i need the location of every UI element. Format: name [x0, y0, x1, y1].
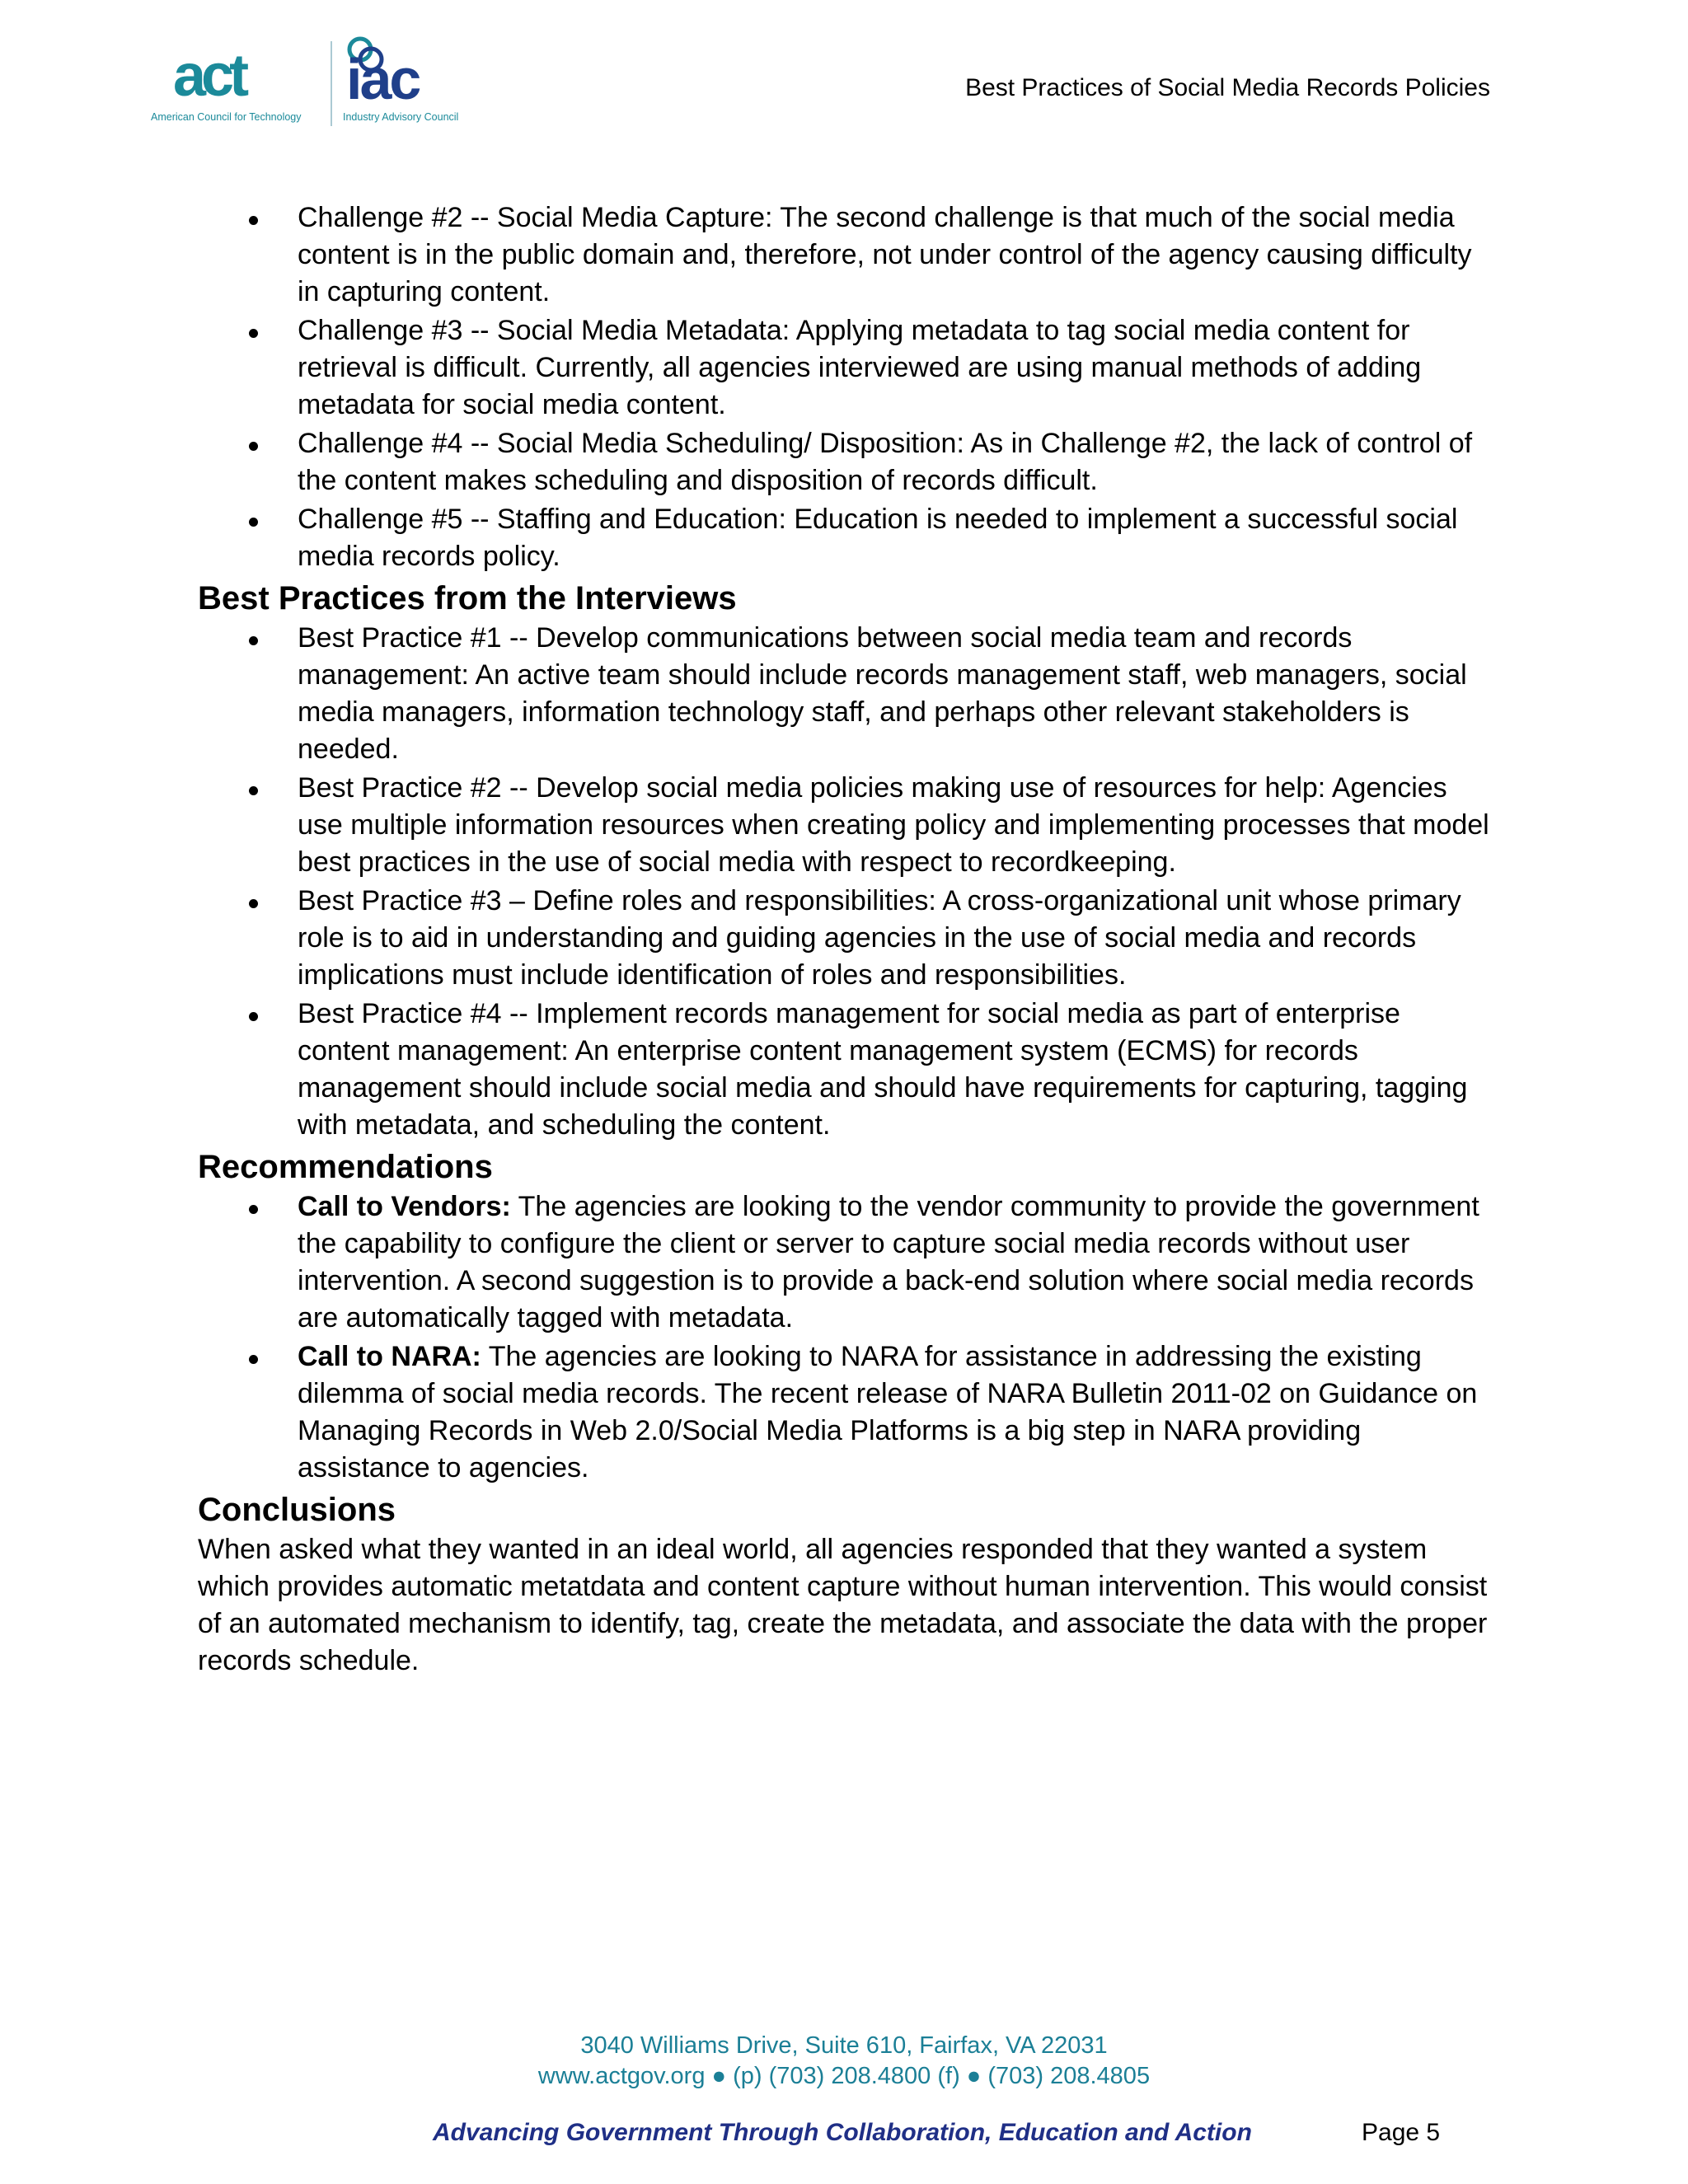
list-item: [198, 883, 1492, 994]
bullet-icon: [249, 216, 258, 225]
challenge-text: Challenge #2 -- Social Media Capture: The second challenge is that much of the social media content is in the public domain and, therefore, not under control of the agency causing difficulty in capturing content.: [298, 202, 1472, 307]
best-practices-list: [198, 620, 1492, 1144]
bullet-icon: [249, 518, 258, 527]
act-logo-text: act: [173, 43, 245, 109]
conclusions-heading: Conclusions: [198, 1492, 396, 1528]
challenge-text: Challenge #4 -- Social Media Scheduling/ Disposition: As in Challenge #2, the lack of control of the content makes scheduling and disposition of records difficult.: [298, 428, 1473, 496]
bullet-icon: [249, 1355, 258, 1364]
list-item: [198, 770, 1492, 881]
list-item: [198, 1338, 1492, 1487]
bullet-icon: [249, 636, 258, 645]
best-practices-heading: Best Practices from the Interviews: [198, 580, 737, 616]
act-logo-caption: American Council for Technology: [151, 111, 302, 123]
recommendation-lead: Call to Vendors:: [298, 1191, 511, 1222]
list-item: [198, 620, 1492, 768]
best-practice-text: Best Practice #4 -- Implement records management for social media as part of enterprise content management: An enterprise content management system (ECMS) for records management should include social media and should have requirements for capturing, tagging with metadata, and scheduling the content.: [298, 998, 1468, 1141]
recommendation-text: The agencies are looking to the vendor community to provide the government the capability to configure the client or server to capture social media records without user intervention. A second suggestion is to provide a back-end solution where social media records are automatically tagged with metadata.: [298, 1191, 1479, 1333]
bullet-icon: [249, 786, 258, 795]
act-iac-logo: [148, 31, 478, 132]
list-item: [198, 996, 1492, 1144]
footer-address: 3040 Williams Drive, Suite 610, Fairfax, VA 22031: [580, 2032, 1108, 2059]
list-item: [198, 312, 1492, 424]
iac-logo-caption: Industry Advisory Council: [343, 111, 459, 123]
best-practice-text: Best Practice #3 – Define roles and responsibilities: A cross-organizational unit whose primary role is to aid in understanding and guiding agencies in the use of social media and records implications must include identification of roles and responsibilities.: [298, 885, 1461, 991]
challenge-text: Challenge #5 -- Staffing and Education: Education is needed to implement a successful social media records policy.: [298, 504, 1458, 572]
recommendations-heading: Recommendations: [198, 1149, 493, 1185]
footer-contact: www.actgov.org ● (p) (703) 208.4800 (f) ● (703) 208.4805: [537, 2063, 1151, 2089]
list-item: [198, 501, 1492, 575]
list-item: [198, 199, 1492, 311]
challenge-text: Challenge #3 -- Social Media Metadata: Applying metadata to tag social media content for retrieval is difficult. Currently, all agencies interviewed are using manual methods of adding metadata for social media content.: [298, 315, 1422, 420]
recommendation-text: The agencies are looking to NARA for assistance in addressing the existing dilemma of social media records. The recent release of NARA Bulletin 2011-02 on Guidance on Managing Records in Web 2.0/Social Media Platforms is a big step in NARA providing assistance to agencies.: [298, 1341, 1478, 1483]
footer-slogan: Advancing Government Through Collaboration, Education and Action: [433, 2119, 1252, 2146]
recommendations-list: [198, 1188, 1492, 1487]
list-item: [198, 425, 1492, 499]
best-practice-text: Best Practice #2 -- Develop social media policies making use of resources for help: Agencies use multiple information resources when creating policy and implementing processes that model best practices in the use of social media with respect to recordkeeping.: [298, 772, 1489, 878]
challenges-list: [198, 199, 1492, 575]
bullet-icon: [249, 1205, 258, 1214]
best-practice-text: Best Practice #1 -- Develop communications between social media team and records management: An active team should include records management staff, web managers, social media managers, information technology staff, and perhaps other relevant stakeholders is needed.: [298, 622, 1467, 765]
list-item: [198, 1188, 1492, 1337]
page-number: Page 5: [1362, 2119, 1441, 2146]
bullet-icon: [249, 899, 258, 908]
header-title: Best Practices of Social Media Records Policies: [965, 74, 1490, 101]
bullet-icon: [249, 1012, 258, 1021]
bullet-icon: [249, 442, 258, 451]
iac-logo-text: iac: [346, 47, 420, 111]
main-content: [198, 199, 1492, 1680]
recommendation-lead: Call to NARA:: [298, 1341, 481, 1372]
conclusions-paragraph: When asked what they wanted in an ideal world, all agencies responded that they wanted a system which provides automatic metatdata and content capture without human intervention. This would consist of an automated mechanism to identify, tag, create the metadata, and associate the data with the proper records schedule.: [198, 1534, 1488, 1676]
bullet-icon: [249, 329, 258, 338]
